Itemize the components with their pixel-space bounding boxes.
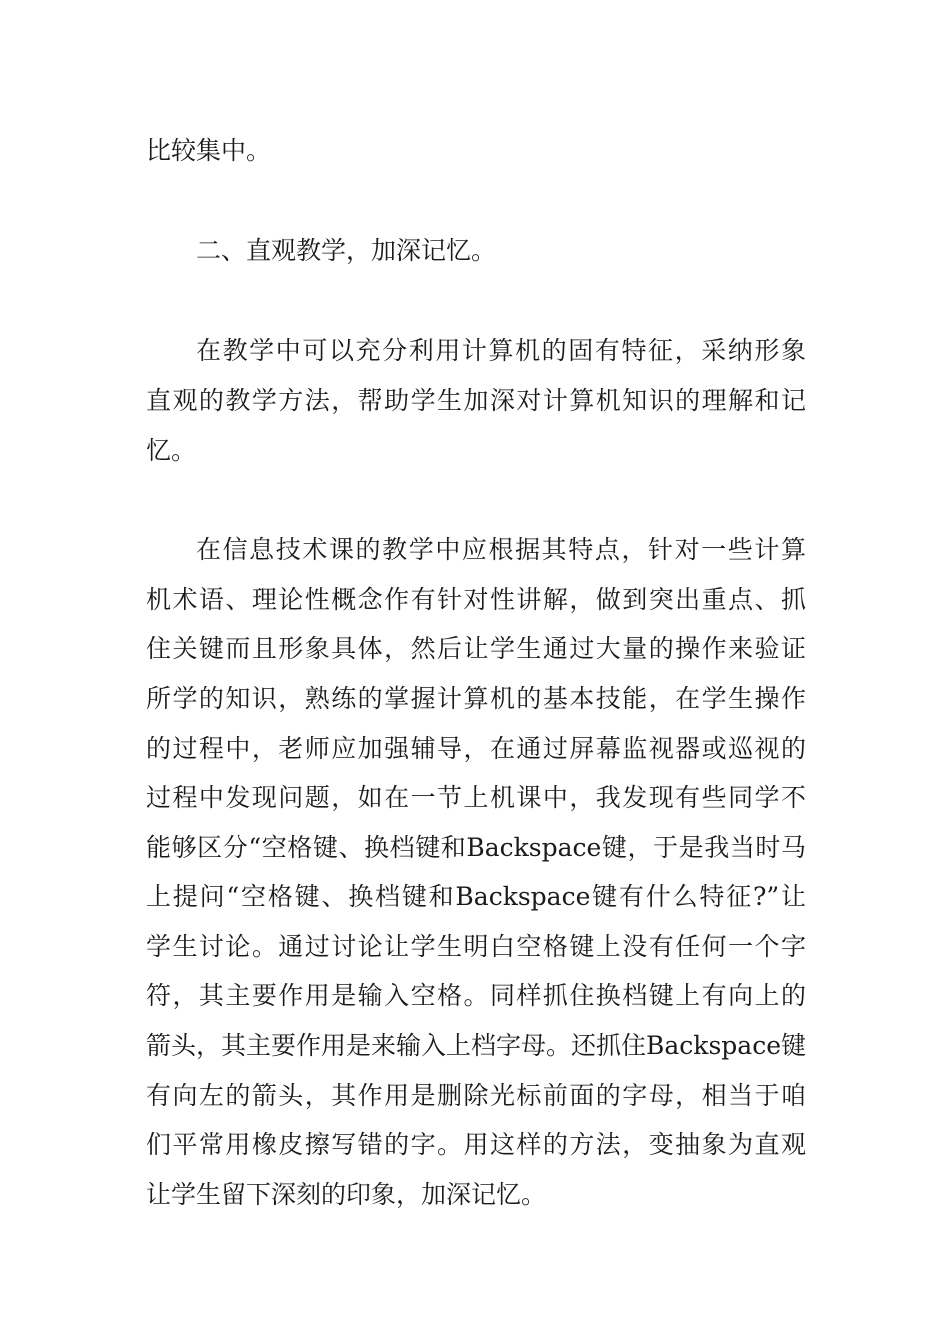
section-heading: 二、直观教学，加深记忆。 [196, 236, 497, 265]
paragraph-line: 让学生留下深刻的印象，加深记忆。 [146, 1180, 547, 1209]
paragraph-line: 上提问“空格键、换档键和Backspace键有什么特征?”让 [146, 882, 806, 911]
paragraph-line: 符，其主要作用是输入空格。同样抓住换档键上有向上的 [146, 981, 806, 1010]
paragraph-line: 机术语、理论性概念作有针对性讲解，做到突出重点、抓 [146, 585, 806, 614]
paragraph-line: 在信息技术课的教学中应根据其特点，针对一些计算 [196, 535, 806, 564]
paragraph-line: 学生讨论。通过讨论让学生明白空格键上没有任何一个字 [146, 932, 806, 961]
paragraph-line: 直观的教学方法，帮助学生加深对计算机知识的理解和记 [146, 386, 806, 415]
paragraph-line: 有向左的箭头，其作用是删除光标前面的字母，相当于咱 [146, 1081, 806, 1110]
fragment-line: 比较集中。 [146, 136, 272, 165]
paragraph-line: 忆。 [146, 436, 197, 465]
paragraph-line: 能够区分“空格键、换档键和Backspace键，于是我当时马 [146, 833, 806, 862]
paragraph-line: 的过程中，老师应加强辅导，在通过屏幕监视器或巡视的 [146, 734, 806, 763]
paragraph-line: 住关键而且形象具体，然后让学生通过大量的操作来验证 [146, 634, 806, 663]
paragraph-line: 箭头，其主要作用是来输入上档字母。还抓住Backspace键 [146, 1031, 806, 1060]
paragraph-line: 所学的知识，熟练的掌握计算机的基本技能，在学生操作 [146, 684, 806, 713]
paragraph-line: 在教学中可以充分利用计算机的固有特征，采纳形象 [196, 336, 806, 365]
paragraph-line: 过程中发现问题，如在一节上机课中，我发现有些同学不 [146, 783, 806, 812]
paragraph-line: 们平常用橡皮擦写错的字。用这样的方法，变抽象为直观 [146, 1130, 806, 1159]
